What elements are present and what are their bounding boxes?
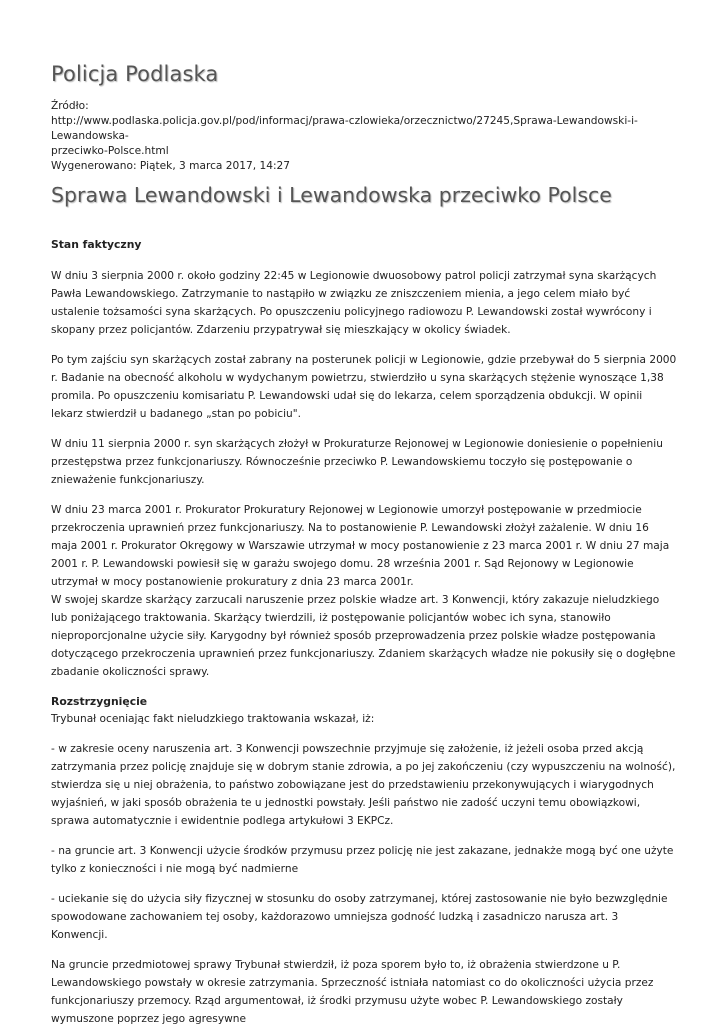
resolution-paragraph: Na gruncie przedmiotowej sprawy Trybunał stwierdził, iż poza sporem było to, iż obrażenia stwierdzone u P. Lewandowskiego powstały w okresie zatrzymania. Sprzeczność istniała natomiast co do okoliczności użycia przez funkcjonariuszy przemocy. Rząd argumentował, iż środki przymusu użyte wobec P. Lewandowskiego zostały wymuszone poprzez jego agresywne	[51, 959, 654, 1025]
facts-paragraph-2: Po tym zajściu syn skarżących został zabrany na posterunek policji w Legionowie, gdzie przebywał do 5 sierpnia 2000 r. Badanie na obecność alkoholu w wydychanym powietrzu, stwierdziło u syna skarżących stężenie wynoszące 1,38 promila. Po opuszczeniu komisariatu P. Lewandowski udał się do lekarza, celem sporządzenia obdukcji. W opinii lekarz stwierdził u badanego „stan po pobiciu".	[51, 354, 677, 420]
facts-paragraph-4: W dniu 23 marca 2001 r. Prokurator Prokuratury Rejonowej w Legionowie umorzył postępowanie w przedmiocie przekroczenia uprawnień przez funkcjonariuszy. Na to postanowienie P. Lewandowski złożył zażalenie. W dniu 16 maja 2001 r. Prokurator Okręgowy w Warszawie utrzymał w mocy postanowienie z 23 marca 2001 r. W dniu 27 maja 2001 r. P. Lewandowski powiesił się w garażu swojego domu. 28 września 2001 r. Sąd Rejonowy w Legionowie utrzymał w mocy postanowienie prokuratury z dnia 23 marca 2001r.	[51, 504, 670, 588]
source-url-line-2: przeciwko-Polsce.html	[51, 145, 169, 157]
facts-paragraph-5: W swojej skardze skarżący zarzucali naruszenie przez polskie władze art. 3 Konwencji, który zakazuje nieludzkiego lub poniżającego traktowania. Skarżący twierdzili, iż postępowanie policjantów wobec ich syna, stanowiło nieproporcjonalne użycie siły. Karygodny był również sposób przeprowadzenia przez polskie władze postępowania dotyczącego przekroczenia uprawnień przez funkcjonariuszy. Zdaniem skarżących władze nie pokusiły się o dogłębne zbadanie okoliczności sprawy.	[51, 594, 676, 678]
article-title: Sprawa Lewandowski i Lewandowska przeciwko Polsce	[51, 183, 612, 207]
document-meta	[51, 99, 677, 174]
resolution-point-1: - w zakresie oceny naruszenia art. 3 Konwencji powszechnie przyjmuje się założenie, iż jeżeli osoba przed akcją zatrzymania przez policję znajduje się w dobrym stanie zdrowia, a po jej zakończeniu (czy wypuszczeniu na wolność), stwierdza się u niej obrażenia, to państwo zobowiązane jest do przedstawieniu przekonywujących i wiarygodnych wyjaśnień, w jaki sposób obrażenia te u jednostki powstały. Jeśli państwo nie zadość uczyni temu obowiązkowi, sprawa automatycznie i ewidentnie podlega artykułowi 3 EKPCz.	[51, 743, 676, 827]
source-url-line-1: http://www.podlaska.policja.gov.pl/pod/informacj/prawa-czlowieka/orzecznictwo/27245,Sprawa-Lewandowski-i-Lewandowska-	[51, 115, 638, 142]
generated-timestamp: Wygenerowano: Piątek, 3 marca 2017, 14:27	[51, 160, 291, 172]
source-label: Źródło:	[51, 100, 89, 112]
facts-heading: Stan faktyczny	[51, 238, 142, 251]
site-title: Policja Podlaska	[51, 62, 219, 86]
facts-paragraph-1: W dniu 3 sierpnia 2000 r. około godziny 22:45 w Legionowie dwuosobowy patrol policji zatrzymał syna skarżących Pawła Lewandowskiego. Zatrzymanie to nastąpiło w związku ze zniszczeniem mienia, a jego celem miało być ustalenie tożsamości syna skarżących. Po opuszczeniu policyjnego radiowozu P. Lewandowski został wywrócony i skopany przez policjantów. Zdarzeniu przypatrywał się mieszkający w okolicy świadek.	[51, 270, 657, 336]
resolution-point-3: - uciekanie się do użycia siły fizycznej w stosunku do osoby zatrzymanej, której zastosowanie nie było bezwzględnie spowodowane zachowaniem tej osoby, każdorazowo umniejsza godność ludzką i zasadniczo narusza art. 3 Konwencji.	[51, 893, 668, 941]
resolution-heading: Rozstrzygnięcie	[51, 695, 148, 708]
facts-paragraph-3: W dniu 11 sierpnia 2000 r. syn skarżących złożył w Prokuraturze Rejonowej w Legionowie doniesienie o popełnieniu przestępstwa przez funkcjonariuszy. Równocześnie przeciwko P. Lewandowskiemu toczyło się postępowanie o znieważenie funkcjonariuszy.	[51, 438, 663, 486]
resolution-point-2: - na gruncie art. 3 Konwencji użycie środków przymusu przez policję nie jest zakazane, jednakże mogą być one użyte tylko z konieczności i nie mogą być nadmierne	[51, 845, 674, 875]
resolution-intro: Trybunał oceniając fakt nieludzkiego traktowania wskazał, iż:	[51, 713, 375, 725]
